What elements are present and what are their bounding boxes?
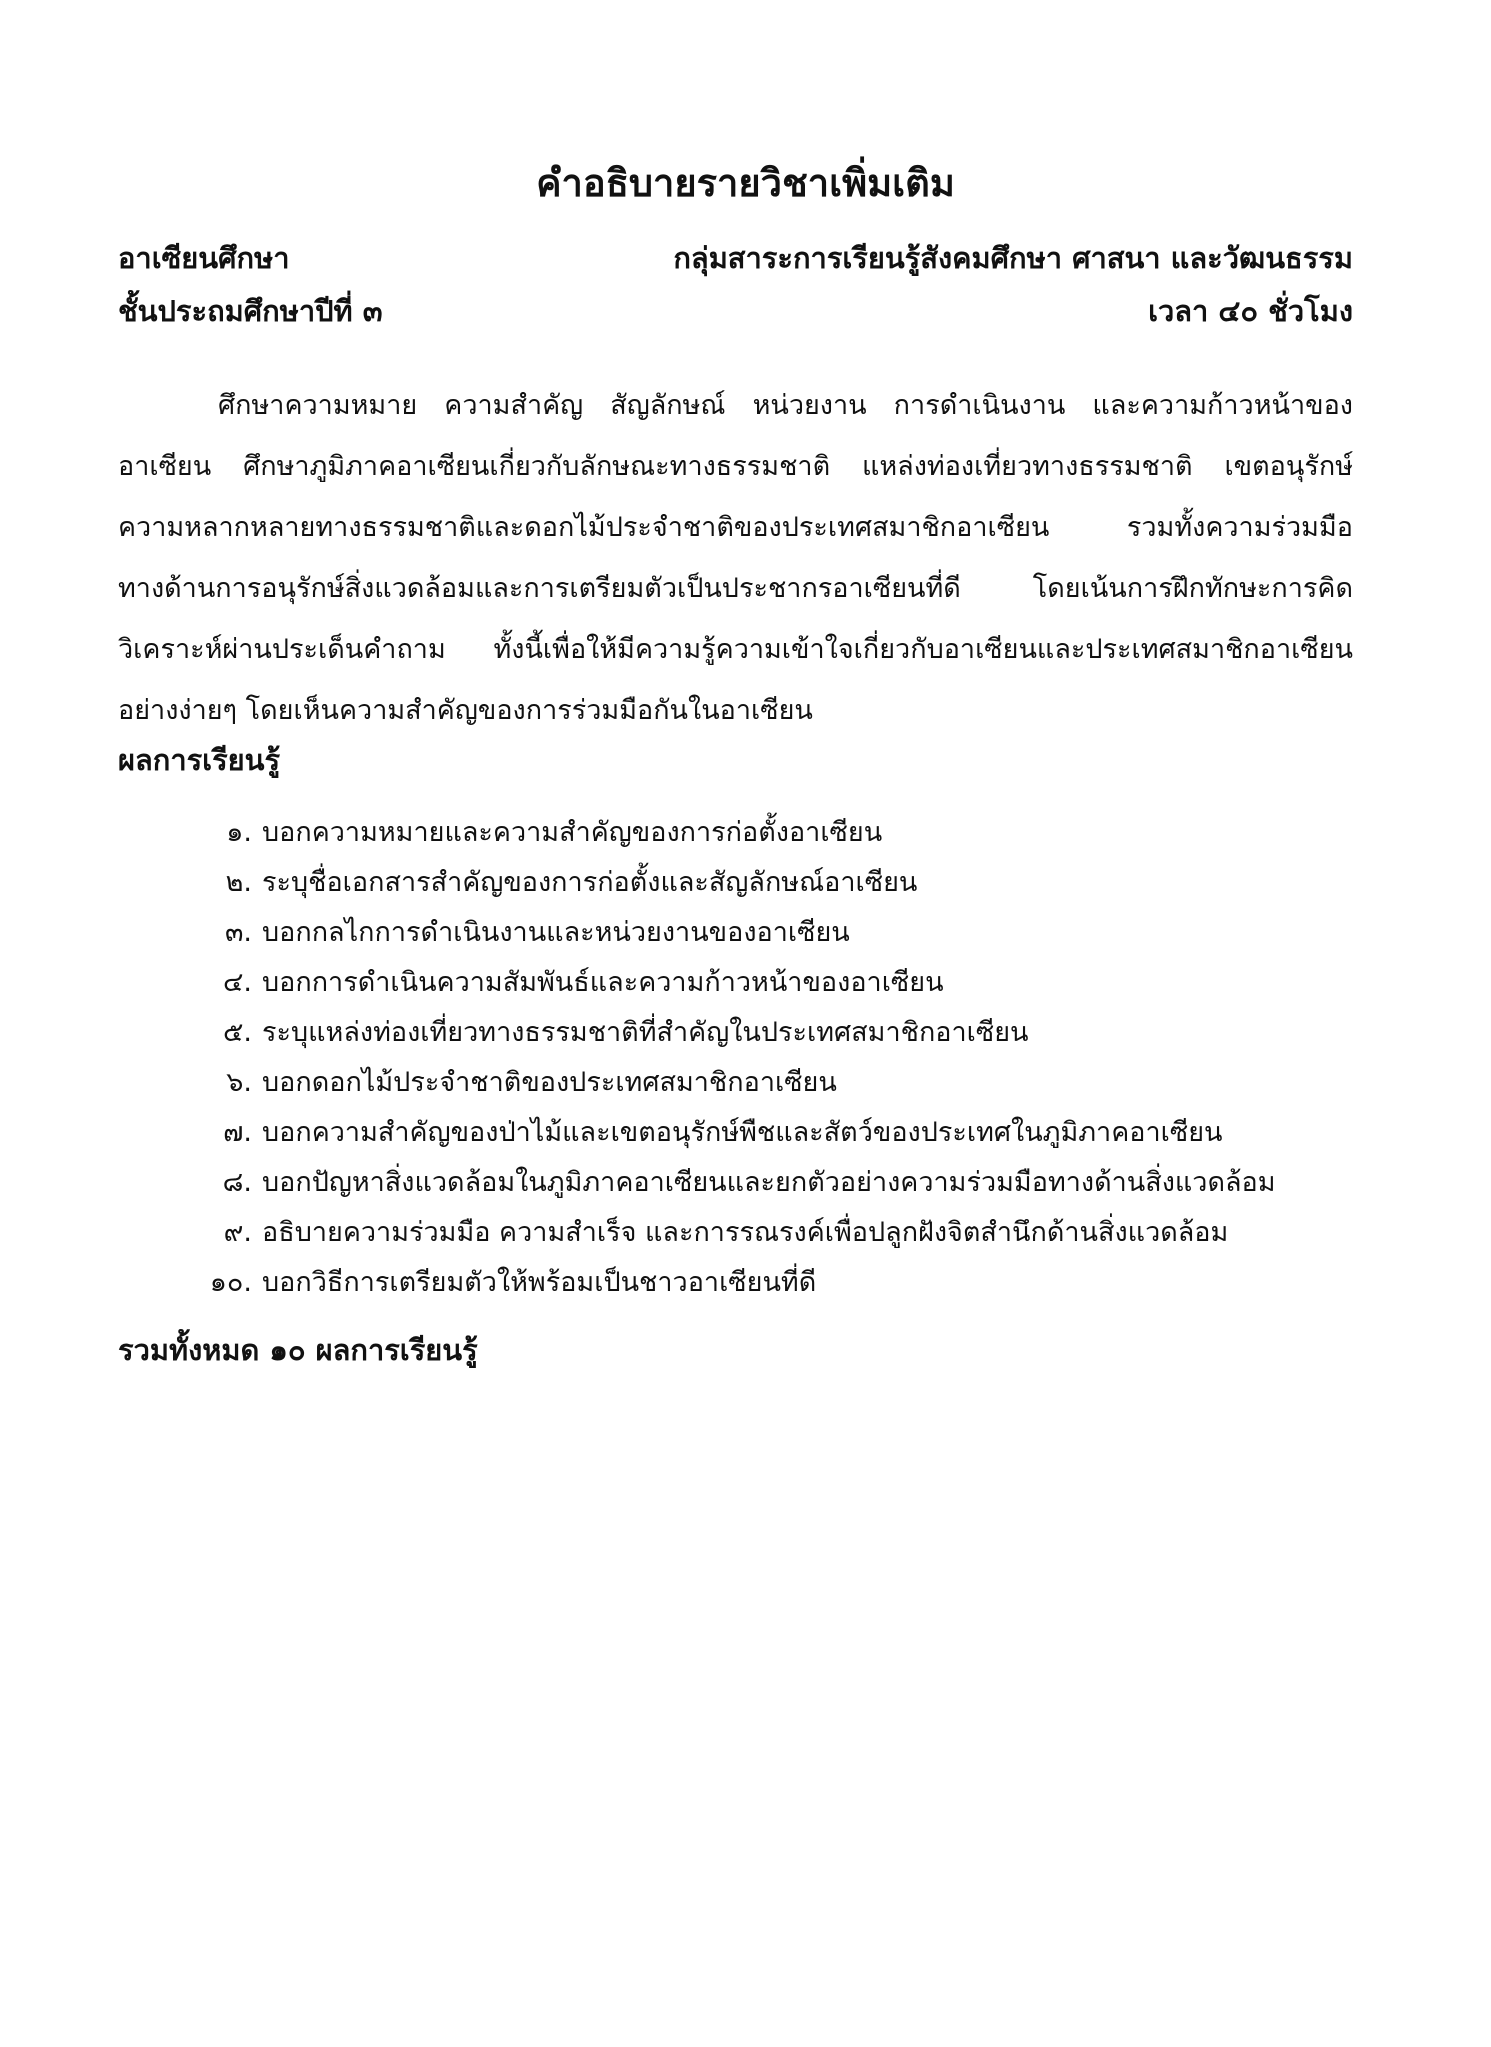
outcome-text: บอกวิธีการเตรียมตัวให้พร้อมเป็นชาวอาเซียนที่ดี bbox=[262, 1267, 817, 1298]
learning-outcomes-list bbox=[118, 808, 1378, 1308]
outcome-text: บอกความสำคัญของป่าไม้และเขตอนุรักษ์พืชและสัตว์ของประเทศในภูมิภาคอาเซียน bbox=[262, 1117, 1223, 1148]
outcome-item bbox=[118, 1258, 1378, 1308]
description-line: อาเซียน ศึกษาภูมิภาคอาเซียนเกี่ยวกับลักษณะทางธรรมชาติ แหล่งท่องเที่ยวทางธรรมชาติ เขตอนุรักษ์ bbox=[118, 451, 1353, 482]
outcome-item bbox=[118, 908, 1378, 958]
learning-area: กลุ่มสาระการเรียนรู้สังคมศึกษา ศาสนา และวัฒนธรรม bbox=[673, 241, 1353, 275]
document-title: คำอธิบายรายวิชาเพิ่มเติม bbox=[536, 161, 955, 205]
description-line: ทางด้านการอนุรักษ์สิ่งแวดล้อมและการเตรียมตัวเป็นประชากรอาเซียนที่ดี โดยเน้นการฝึกทักษะการคิด bbox=[118, 573, 1353, 604]
outcome-text: ระบุแหล่งท่องเที่ยวทางธรรมชาติที่สำคัญในประเทศสมาชิกอาเซียน bbox=[262, 1017, 1029, 1048]
outcome-number: ๗. bbox=[223, 1117, 252, 1148]
outcome-text: บอกความหมายและความสำคัญของการก่อตั้งอาเซียน bbox=[262, 817, 883, 848]
outcome-text: บอกการดำเนินความสัมพันธ์และความก้าวหน้าของอาเซียน bbox=[262, 967, 944, 998]
description-line: ความหลากหลายทางธรรมชาติและดอกไม้ประจำชาติของประเทศสมาชิกอาเซียน รวมทั้งความร่วมมือ bbox=[118, 512, 1353, 543]
outcome-text: บอกกลไกการดำเนินงานและหน่วยงานของอาเซียน bbox=[262, 917, 850, 948]
outcome-number: ๖. bbox=[226, 1067, 252, 1098]
outcome-number: ๘. bbox=[222, 1167, 252, 1198]
description-line: วิเคราะห์ผ่านประเด็นคำถาม ทั้งนี้เพื่อให้มีความรู้ความเข้าใจเกี่ยวกับอาเซียนและประเทศสมาชิกอาเซียน bbox=[118, 634, 1353, 665]
outcomes-total: รวมทั้งหมด ๑๐ ผลการเรียนรู้ bbox=[118, 1333, 478, 1367]
grade-level: ชั้นประถมศึกษาปีที่ ๓ bbox=[118, 294, 383, 328]
outcome-item bbox=[118, 858, 1378, 908]
outcome-item bbox=[118, 808, 1378, 858]
outcome-item bbox=[118, 1008, 1378, 1058]
outcomes-heading: ผลการเรียนรู้ bbox=[118, 743, 281, 777]
outcome-item bbox=[118, 1058, 1378, 1108]
header-row-1 bbox=[118, 238, 1353, 278]
outcome-number: ๙. bbox=[223, 1217, 252, 1248]
outcome-text: บอกปัญหาสิ่งแวดล้อมในภูมิภาคอาเซียนและยกตัวอย่างความร่วมมือทางด้านสิ่งแวดล้อม bbox=[262, 1167, 1276, 1198]
outcome-item bbox=[118, 1158, 1378, 1208]
outcome-text: บอกดอกไม้ประจำชาติของประเทศสมาชิกอาเซียน bbox=[262, 1067, 837, 1098]
header-row-2 bbox=[118, 291, 1353, 331]
outcome-text: อธิบายความร่วมมือ ความสำเร็จ และการรณรงค์เพื่อปลูกฝังจิตสำนึกด้านสิ่งแวดล้อม bbox=[262, 1217, 1229, 1248]
outcome-number: ๕. bbox=[222, 1017, 252, 1048]
outcome-number: ๑. bbox=[226, 817, 252, 848]
outcome-item bbox=[118, 1208, 1378, 1258]
outcome-number: ๔. bbox=[222, 967, 252, 998]
description-line: อย่างง่ายๆ โดยเห็นความสำคัญของการร่วมมือกันในอาเซียน bbox=[118, 695, 813, 726]
description-line: ศึกษาความหมาย ความสำคัญ สัญลักษณ์ หน่วยงาน การดำเนินงาน และความก้าวหน้าของ bbox=[218, 390, 1353, 421]
outcome-item bbox=[118, 1108, 1378, 1158]
outcome-number: ๓. bbox=[224, 917, 252, 948]
course-description bbox=[118, 375, 1353, 741]
outcome-text: ระบุชื่อเอกสารสำคัญของการก่อตั้งและสัญลักษณ์อาเซียน bbox=[262, 867, 918, 898]
subject-name: อาเซียนศึกษา bbox=[118, 241, 290, 275]
outcome-number: ๒. bbox=[225, 867, 252, 898]
outcome-item bbox=[118, 958, 1378, 1008]
time-hours: เวลา ๔๐ ชั่วโมง bbox=[1148, 294, 1353, 328]
outcome-number: ๑๐. bbox=[209, 1267, 252, 1298]
